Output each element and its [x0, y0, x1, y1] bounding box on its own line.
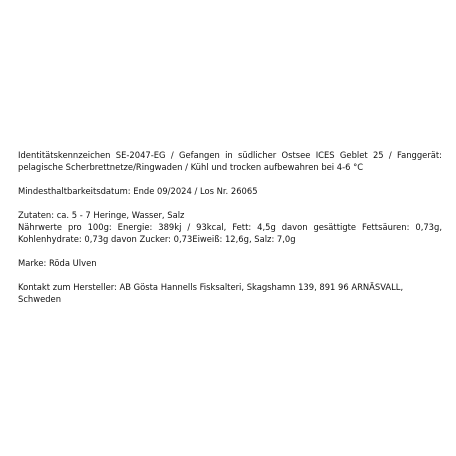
- best-before-line: Mindesthaltbarkeitsdatum: Ende 09/2024 / Los Nr. 26065: [18, 186, 258, 196]
- product-label-text: [18, 149, 442, 305]
- brand-line: Marke: Röda Ulven: [18, 258, 97, 268]
- spacer: [18, 269, 442, 281]
- ingredients-line: Zutaten: ca. 5 - 7 Heringe, Wasser, Salz: [18, 210, 185, 220]
- nutrition-paragraph: Nährwerte pro 100g: Energie: 389kj / 93kcal, Fett: 4,5g davon gesättigte Fettsäuren: 0,73g, Kohlenhydrate: 0,73g davon Zucker: 0,73Eiweiß: 12,6g, Salz: 7,0g: [18, 222, 442, 244]
- identity-paragraph: Identitätskennzeichen SE-2047-EG / Gefangen in südlicher Ostsee ICES Geblet 25 / Fanggerät: pelagische Scherbrettnetze/Ringwaden / Kühl und trocken aufbewahren bei 4-6 °C: [18, 150, 442, 172]
- spacer: [18, 173, 442, 185]
- manufacturer-contact-line: Kontakt zum Hersteller: AB Gösta Hannells Fisksalteri, Skagshamn 139, 891 96 ARNÄSVALL, Schweden: [18, 282, 404, 304]
- spacer: [18, 197, 442, 209]
- spacer: [18, 245, 442, 257]
